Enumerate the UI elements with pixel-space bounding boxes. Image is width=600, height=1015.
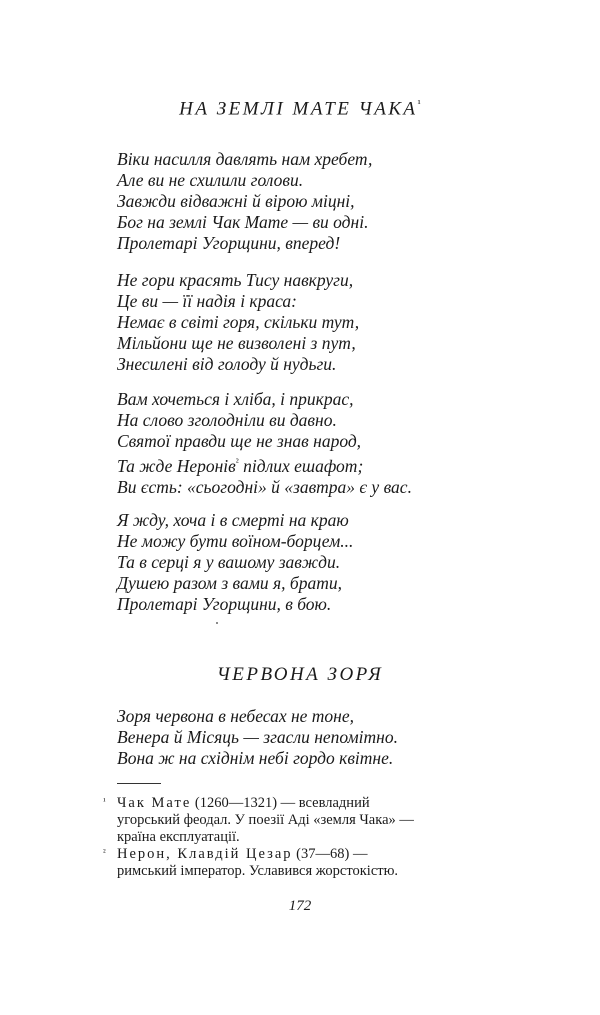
footnote-text: угорський феодал. У поезії Аді «земля Чака» — bbox=[117, 812, 414, 828]
footnote-name: Чак Мате bbox=[117, 795, 192, 811]
stanza-3 bbox=[117, 389, 557, 498]
verse-line: Венера й Місяць — згасли непомітно. bbox=[117, 727, 398, 747]
footnote-ref: ¹ bbox=[417, 98, 421, 110]
verse-line: Не можу бути воїном-борцем... bbox=[117, 531, 354, 551]
verse-line: Знесилені від голоду й нудьги. bbox=[117, 354, 337, 374]
poem-title-2 bbox=[0, 664, 600, 686]
footnote-text: римський імператор. Уславився жорстокістю. bbox=[117, 863, 399, 879]
verse-line: Немає в світі горя, скільки тут, bbox=[117, 312, 360, 332]
verse-line: Мільйони ще не визволені з пут, bbox=[117, 333, 356, 353]
verse-line: Зоря червона в небесах не тоне, bbox=[117, 706, 355, 726]
verse-line: Але ви не схилили голови. bbox=[117, 170, 304, 190]
verse-line: Бог на землі Чак Мате — ви одні. bbox=[117, 212, 369, 232]
footnote-divider bbox=[117, 783, 161, 784]
verse-line: Це ви — її надія і краса: bbox=[117, 291, 298, 311]
footnote-ref: ² bbox=[235, 457, 239, 468]
verse-line: Віки насилля давлять нам хребет, bbox=[117, 149, 373, 169]
verse-line: Та в серці я у вашому завжди. bbox=[117, 552, 341, 572]
footnote-mark: ² bbox=[103, 847, 106, 857]
verse-line-tail: підлих ешафот; bbox=[238, 455, 364, 476]
verse-line: На слово зголодніли ви давно. bbox=[117, 410, 337, 430]
verse-line: Я жду, хоча і в смерті на краю bbox=[117, 510, 349, 530]
footnote-1 bbox=[103, 795, 557, 846]
verse-line: Ви єсть: «сьогодні» й «завтра» є у вас. bbox=[117, 476, 412, 497]
verse-line: Пролетарі Угорщини, в бою. bbox=[117, 594, 332, 614]
footnote-2 bbox=[103, 846, 557, 880]
footnote-name: Нерон, Клавдій Цезар bbox=[117, 846, 293, 862]
poem-title-1 bbox=[0, 98, 600, 120]
printing-dot bbox=[216, 622, 218, 624]
poem-title-text: ЧЕРВОНА ЗОРЯ bbox=[216, 664, 384, 685]
stanza-4 bbox=[117, 510, 557, 615]
poem-title-text: НА ЗЕМЛІ МАТЕ ЧАКА bbox=[179, 98, 418, 120]
page-number: 172 bbox=[288, 898, 312, 914]
footnote-text: (1260—1321) — всевладний bbox=[191, 795, 370, 811]
stanza-2 bbox=[117, 270, 557, 375]
verse-line: Вона ж на східнім небі гордо квітне. bbox=[117, 748, 394, 768]
stanza-1 bbox=[117, 149, 557, 254]
footnote-mark: ¹ bbox=[103, 796, 106, 806]
verse-line: Святої правди ще не знав народ, bbox=[117, 431, 362, 451]
poem2-stanza bbox=[117, 706, 557, 769]
verse-line: Душею разом з вами я, брати, bbox=[117, 573, 342, 593]
verse-line: Вам хочеться і хліба, і прикрас, bbox=[117, 389, 354, 409]
footnote-text: країна експлуатації. bbox=[117, 829, 240, 845]
verse-line: Пролетарі Угорщини, вперед! bbox=[117, 233, 341, 253]
verse-line bbox=[117, 452, 557, 477]
verse-line: Не гори красять Тису навкруги, bbox=[117, 270, 354, 290]
verse-line-head: Та жде Неронів bbox=[117, 455, 236, 476]
verse-line: Завжди відважні й вірою міцні, bbox=[117, 191, 355, 211]
footnotes bbox=[103, 795, 557, 880]
footnote-text: (37—68) — bbox=[292, 846, 368, 862]
